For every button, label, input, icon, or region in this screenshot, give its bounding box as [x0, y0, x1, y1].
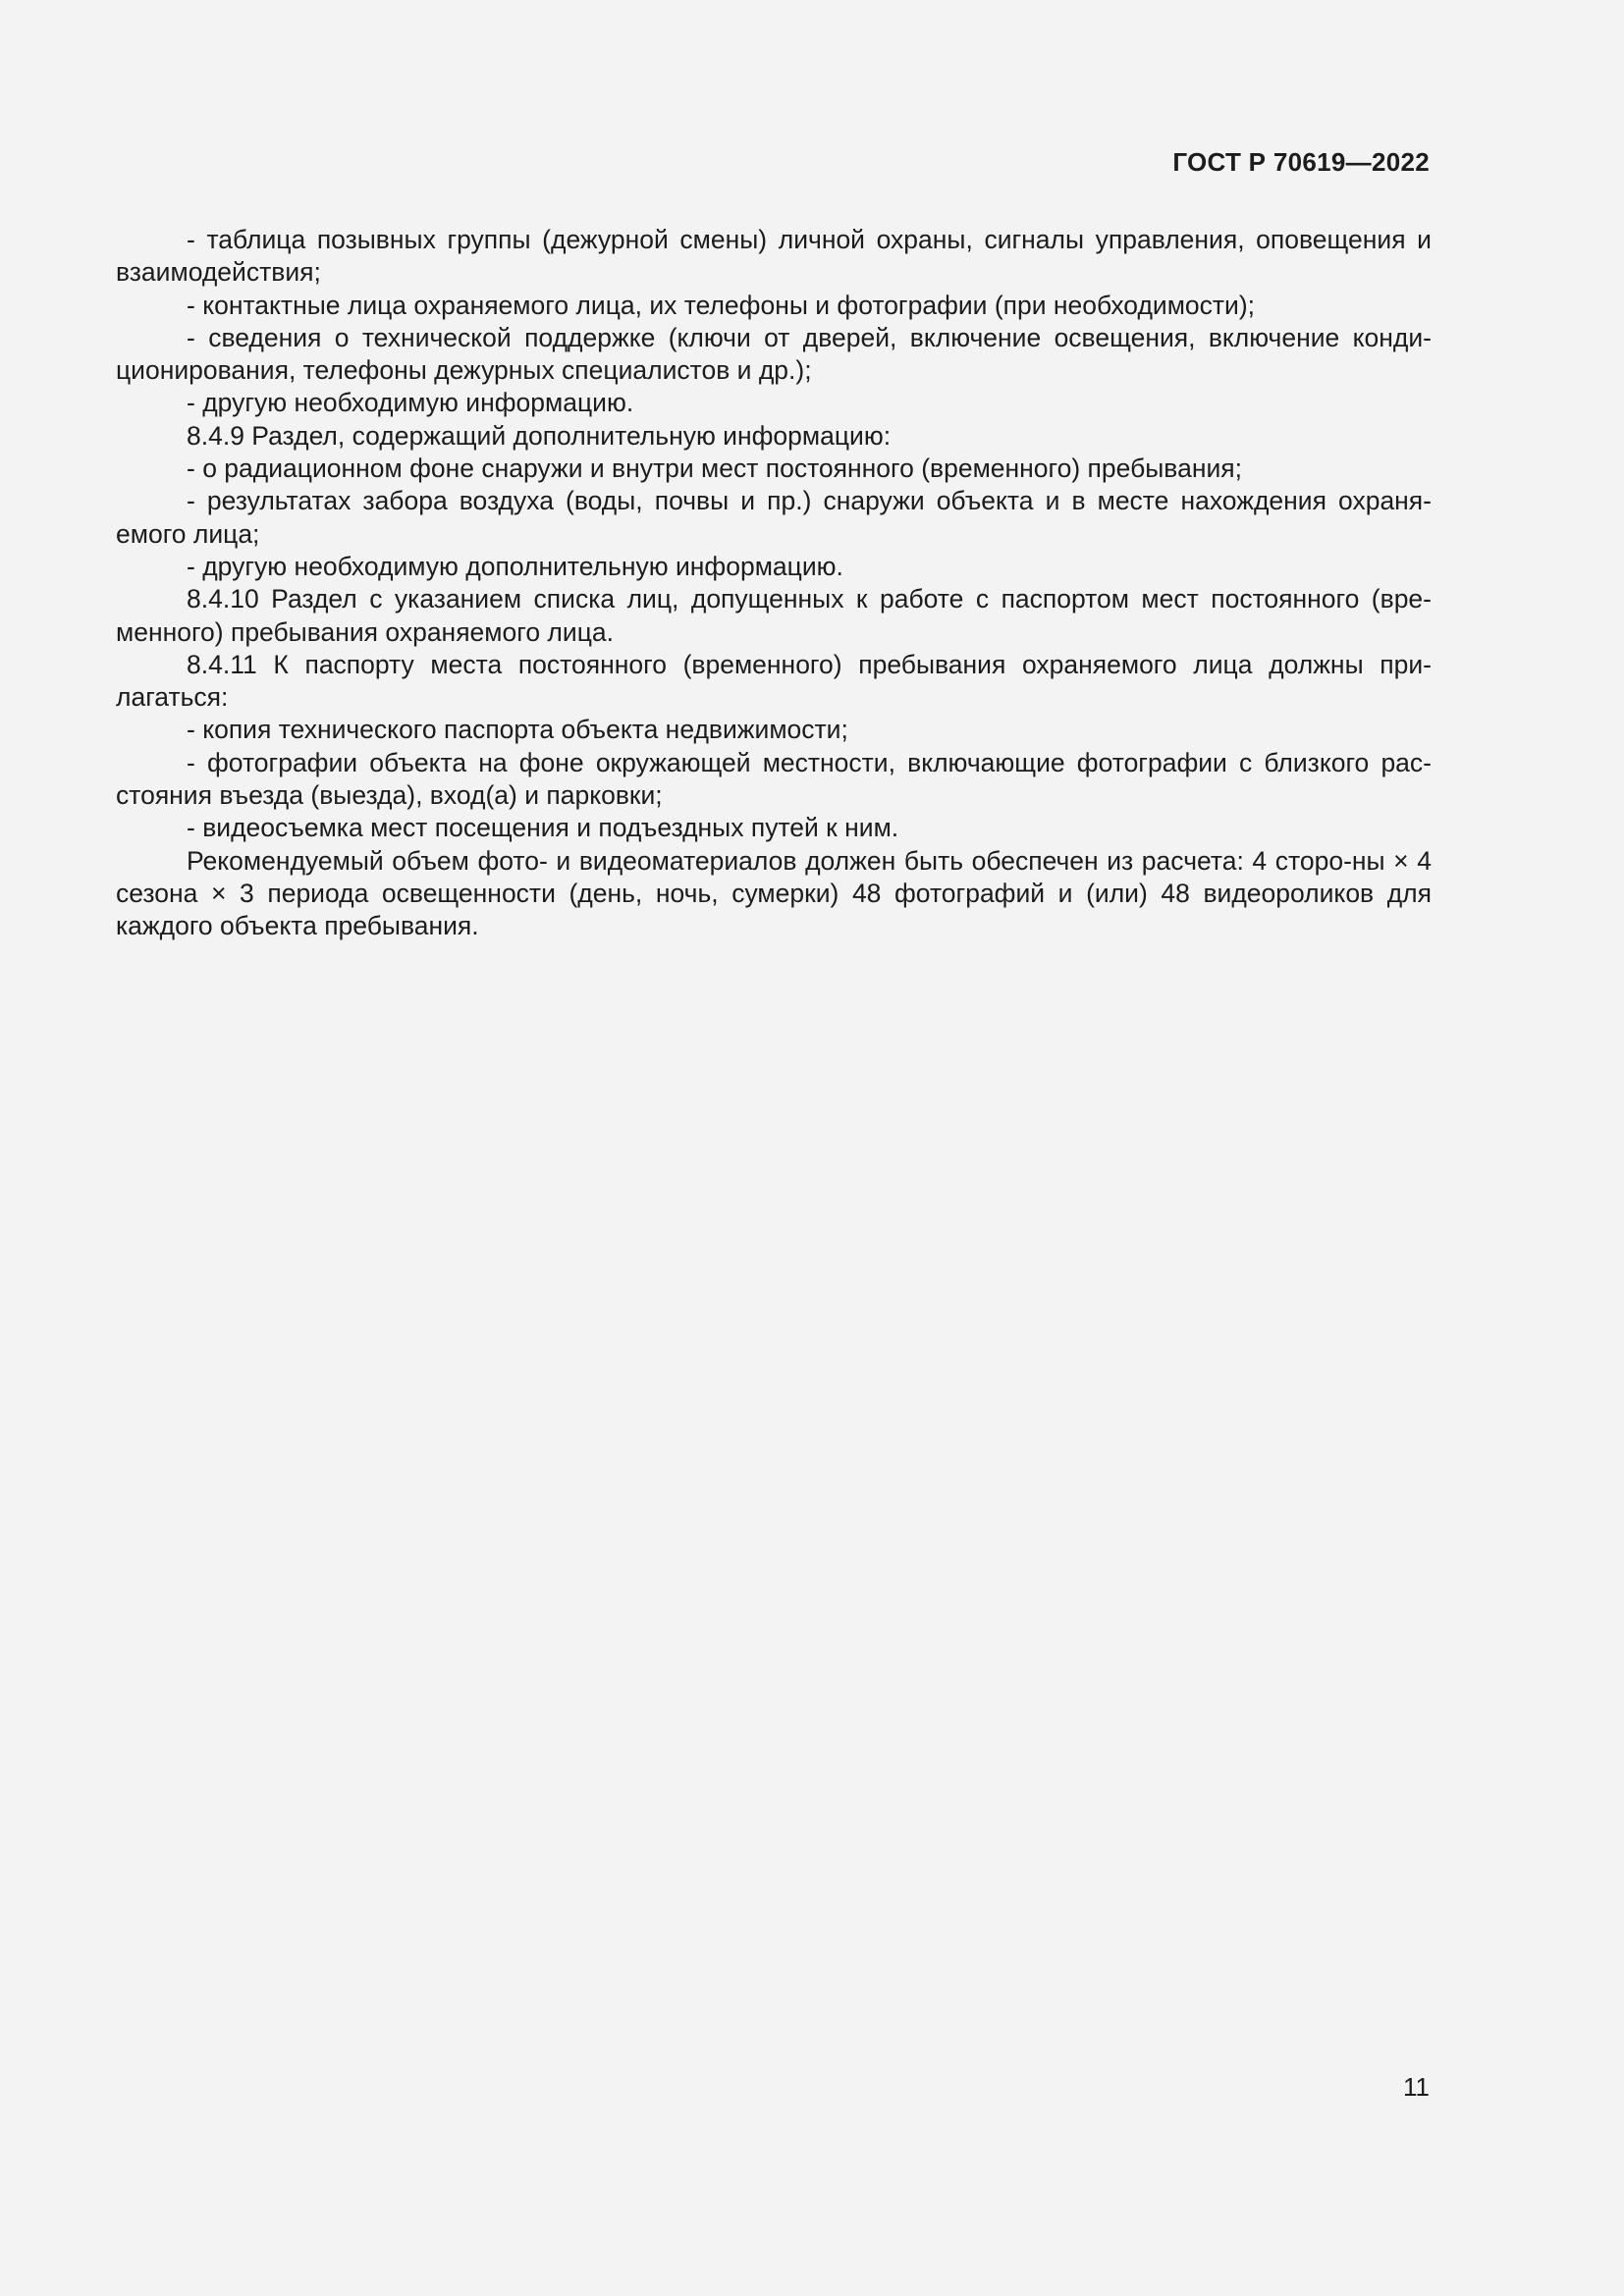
bullet-item [116, 387, 1432, 419]
bullet-item [116, 290, 1432, 322]
document-body [116, 224, 1432, 943]
bullet-item [116, 714, 1432, 746]
bullet-dash: - [187, 715, 195, 745]
bullet-dash: - [187, 486, 195, 516]
bullet-dash: - [187, 454, 195, 484]
bullet-text: контактные лица охраняемого лица, их телефоны и фотографии (при необходимости); [202, 290, 1256, 320]
bullet-text: фотографии объекта на фоне окружающей местности, включающие фотографии с близкого рас-стояния въезда (выезда), вход(а) и парковки; [116, 747, 1432, 811]
section-paragraph: Рекомендуемый объем фото- и видеоматериалов должен быть обеспечен из расчета: 4 сторо-ны × 4 сезона × 3 периода освещенности (день, ночь, сумерки) 48 фотографий и (или) 48 видеороликов для каждого объекта пребывания. [116, 845, 1432, 941]
bullet-dash: - [187, 813, 195, 843]
bullet-item [116, 224, 1432, 290]
bullet-item [116, 812, 1432, 844]
bullet-dash: - [187, 225, 195, 254]
bullet-text: видеосъемка мест посещения и подъездных путей к ним. [202, 813, 899, 843]
bullet-dash: - [187, 551, 195, 581]
bullet-item [116, 551, 1432, 583]
bullet-text: результатах забора воздуха (воды, почвы и пр.) снаружи объекта и в месте нахождения охраня-емого лица; [116, 486, 1432, 549]
bullet-text: сведения о технической поддержке (ключи от дверей, включение освещения, включение конди-ционирования, телефоны дежурных специалистов и др.); [116, 322, 1432, 386]
bullet-item [116, 453, 1432, 485]
bullet-dash: - [187, 388, 195, 418]
section-paragraph: 8.4.10 Раздел с указанием списка лиц, допущенных к работе с паспортом мест постоянного (вре-менного) пребывания охраняемого лица. [116, 584, 1432, 647]
page-number: 11 [1403, 2072, 1430, 2102]
bullet-text: другую необходимую информацию. [202, 388, 634, 418]
bullet-item [116, 485, 1432, 551]
section-paragraph: 8.4.9 Раздел, содержащий дополнительную информацию: [187, 420, 892, 451]
bullet-dash: - [187, 747, 195, 777]
section-paragraph: 8.4.11 К паспорту места постоянного (временного) пребывания охраняемого лица должны при-лагаться: [116, 649, 1432, 713]
bullet-text: копия технического паспорта объекта недвижимости; [202, 715, 848, 745]
bullet-text: о радиационном фоне снаружи и внутри мест постоянного (временного) пребывания; [202, 454, 1242, 484]
bullet-text: таблица позывных группы (дежурной смены) личной охраны, сигналы управления, оповещения и взаимодействия; [116, 225, 1432, 288]
document-header: ГОСТ Р 70619—2022 [1172, 147, 1430, 177]
bullet-dash: - [187, 322, 195, 352]
bullet-dash: - [187, 290, 195, 320]
bullet-item [116, 747, 1432, 813]
bullet-item [116, 322, 1432, 388]
bullet-text: другую необходимую дополнительную информацию. [202, 551, 843, 581]
